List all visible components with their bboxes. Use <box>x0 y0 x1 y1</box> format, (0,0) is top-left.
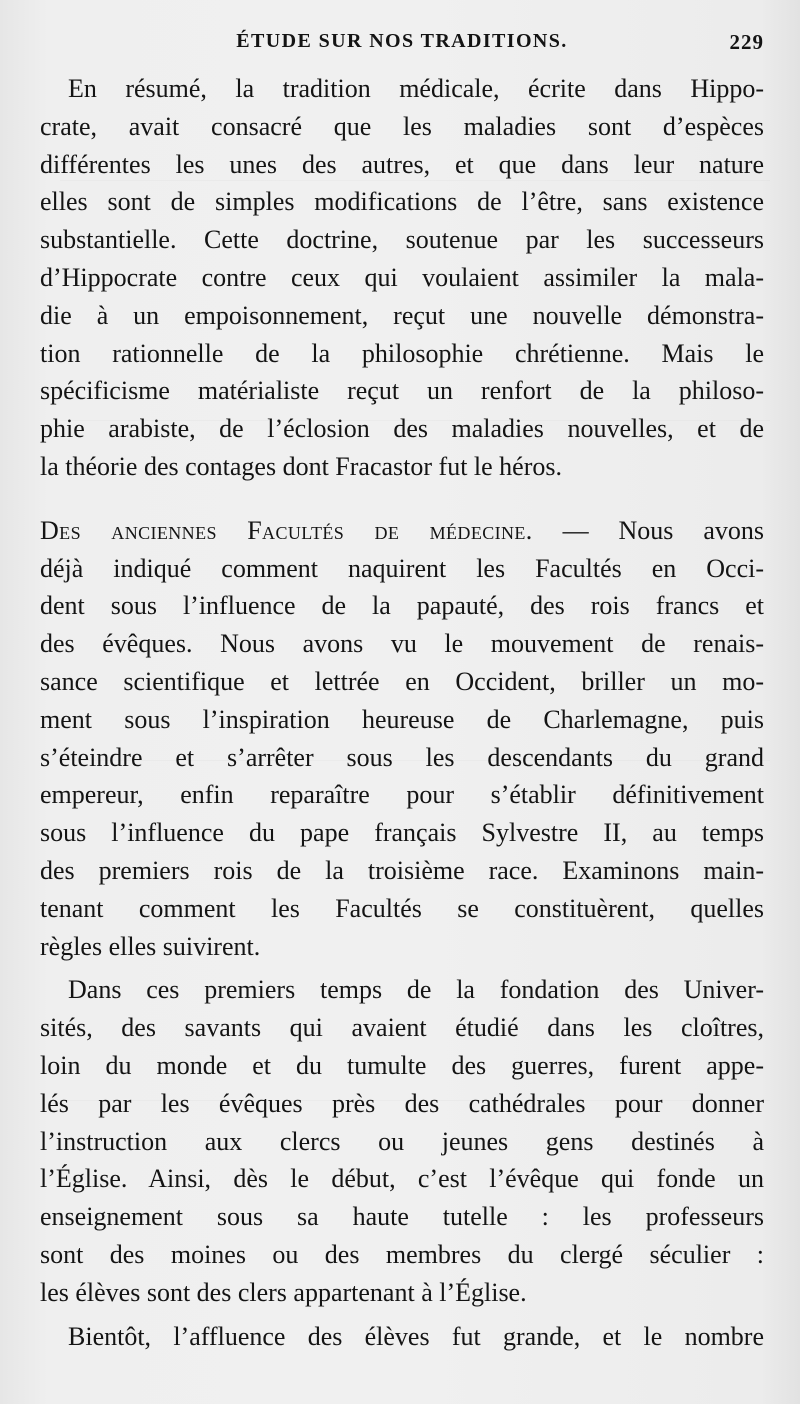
text-line: empereur, enfin reparaître pour s’établir définitivement <box>40 780 764 810</box>
text-line: tion rationnelle de la philosophie chrétienne. Mais le <box>40 338 764 368</box>
text-line: substantielle. Cette doctrine, soutenue par les successeurs <box>40 225 764 255</box>
text-line: sance scientifique et lettrée en Occident, briller un mo- <box>40 666 764 696</box>
text-line: spécificisme matérialiste reçut un renfort de la philoso- <box>40 376 764 406</box>
text-line: différentes les unes des autres, et que dans leur nature <box>40 149 764 179</box>
text-line: En résumé, la tradition médicale, écrite dans Hippo- <box>68 74 764 103</box>
paragraph-universities <box>40 971 764 1311</box>
text-line: l’Église. Ainsi, dès le début, c’est l’évêque qui fonde un <box>40 1164 764 1194</box>
text-line: dent sous l’influence de la papauté, des rois francs et <box>40 591 764 621</box>
text-line: loin du monde et du tumulte des guerres, furent appe- <box>40 1050 764 1080</box>
text-line: lés par les évêques près des cathédrales pour donner <box>40 1088 764 1118</box>
text-line: phie arabiste, de l’éclosion des maladies nouvelles, et de <box>40 414 764 444</box>
text-line: Dans ces premiers temps de la fondation des Univer- <box>68 975 764 1005</box>
text-line: enseignement sous sa haute tutelle : les professeurs <box>40 1202 764 1232</box>
text-line: ment sous l’inspiration heureuse de Charlemagne, puis <box>40 704 764 734</box>
text-line: crate, avait consacré que les maladies sont d’espèces <box>40 111 764 141</box>
text-line: elles sont de simples modifications de l’être, sans existence <box>40 187 764 217</box>
text-line: s’éteindre et s’arrêter sous les descendants du grand <box>40 742 764 772</box>
text-line: des évêques. Nous avons vu le mouvement de renais- <box>40 629 764 659</box>
running-title: ÉTUDE SUR NOS TRADITIONS. <box>236 30 568 52</box>
running-header <box>40 30 764 62</box>
section-heading: Des anciennes Facultés de médecine. <box>40 515 533 545</box>
paragraph-faculties <box>40 512 764 966</box>
paragraph-summary <box>40 70 764 486</box>
text-line: die à un empoisonnement, reçut une nouvelle démonstra- <box>40 300 764 330</box>
text-line: déjà indiqué comment naquirent les Facultés en Occi- <box>40 553 764 583</box>
text-line: tenant comment les Facultés se constituèrent, quelles <box>40 893 764 923</box>
page-number: 229 <box>729 30 764 54</box>
paragraph-affluence <box>40 1318 764 1356</box>
text-line: la théorie des contages dont Fracastor fut le héros. <box>40 451 562 481</box>
paragraph-gap <box>40 486 764 512</box>
body-text <box>40 70 764 1355</box>
text-line <box>40 512 764 550</box>
text-line: les élèves sont des clers appartenant à l’Église. <box>40 1277 527 1307</box>
text-line: sités, des savants qui avaient étudié dans les cloîtres, <box>40 1013 764 1043</box>
text-line: règles elles suivirent. <box>40 931 261 961</box>
text-line: sont des moines ou des membres du clergé séculier : <box>40 1239 764 1269</box>
section-heading-continuation: — Nous avons <box>562 515 764 545</box>
text-line: d’Hippocrate contre ceux qui voulaient assimiler la mala- <box>40 262 764 292</box>
text-line: sous l’influence du pape français Sylvestre II, au temps <box>40 818 764 848</box>
text-line: des premiers rois de la troisième race. Examinons main- <box>40 855 764 885</box>
text-line: l’instruction aux clercs ou jeunes gens destinés à <box>40 1126 764 1156</box>
text-line: Bientôt, l’affluence des élèves fut grande, et le nombre <box>68 1321 764 1351</box>
